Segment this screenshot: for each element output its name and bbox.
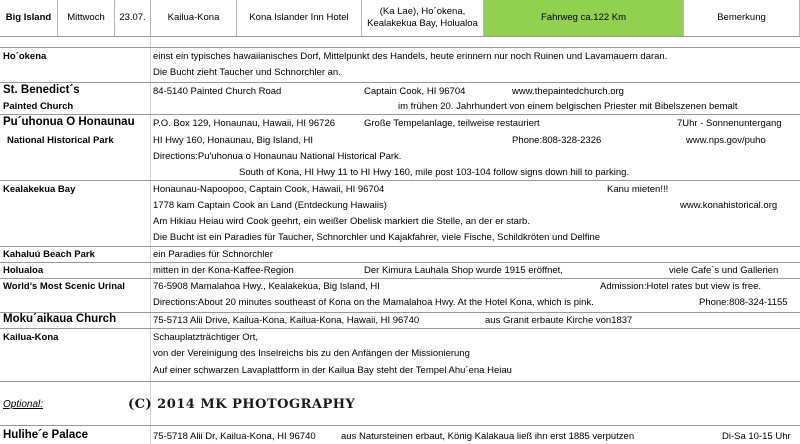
header-date: 23.07. xyxy=(115,0,151,37)
benedict-city: Captain Cook, HI 96704 xyxy=(364,86,466,97)
header-drive: Fahrweg ca.122 Km xyxy=(484,0,684,37)
puuhonua-phone: Phone:808-328-2326 xyxy=(512,135,602,146)
puuhonua-url[interactable]: www.nps.gov/puho xyxy=(686,135,766,146)
kailua-line2: von der Vereinigung des Inselreichs bis zu den Anfängen der Missionierung xyxy=(153,348,470,359)
hulihee-name: Hulihe´e Palace xyxy=(3,429,89,441)
header-area-line2: Kealakekua Bay, Holualoa xyxy=(367,18,478,29)
kailua-name: Kailua-Kona xyxy=(3,332,59,343)
kealakekua-url[interactable]: www.konahistorical.org xyxy=(680,200,778,211)
hulihee-desc: aus Natursteinen erbaut, König Kalakaua ließ ihn erst 1885 verputzen xyxy=(341,431,635,442)
kahaluu-desc: ein Paradies für Schnorchler xyxy=(153,249,273,260)
row-divider xyxy=(0,381,800,382)
kealakekua-line3: Am Hikiau Heiau wird Cook geehrt, ein weißer Obelisk markiert die Stelle, an der er starb. xyxy=(153,216,530,227)
mokuaikaua-name: Moku´aikaua Church xyxy=(3,313,117,325)
kealakekua-line4: Die Bucht ist ein Paradies für Taucher, Schnorchler und Kajakfahrer, viele Fische, Schildkröten und Delfine xyxy=(153,232,601,243)
row-divider xyxy=(0,262,800,263)
urinal-directions: Directions:About 20 minutes southeast of Kona on the Mamalahoa Hwy. At the Hotel Kona, which is pink. xyxy=(153,297,594,308)
urinal-admission: Admission:Hotel rates but view is free. xyxy=(600,281,762,292)
puuhonua-directions1: Directions:Pu'uhonua o Honaunau National Historical Park. xyxy=(153,151,402,162)
header-day: Mittwoch xyxy=(58,0,115,37)
row-divider xyxy=(0,328,800,329)
kailua-line1: Schauplatzträchtiger Ort, xyxy=(153,332,259,343)
kahaluu-name: Kahaluú Beach Park xyxy=(3,249,95,260)
header-area xyxy=(362,0,484,37)
hookena-line1: einst ein typisches hawaiianisches Dorf, Mittelpunkt des Handels, heute erinnern nur noch Ruinen und Lavamauern daran. xyxy=(153,51,668,62)
row-divider xyxy=(0,312,800,313)
header-area-line1: (Ka Lae), Ho´okena, xyxy=(379,6,466,17)
hulihee-address: 75-5718 Alii Dr, Kailua-Kona, HI 96740 xyxy=(153,431,316,442)
puuhonua-directions2: South of Kona, HI Hwy 11 to HI Hwy 160, mile post 103-104 follow signs down hill to parking. xyxy=(239,167,630,178)
kailua-line3: Auf einer schwarzen Lavaplattform in der Kailua Bay steht der Tempel Ahu´ena Heiau xyxy=(153,365,512,376)
kealakekua-kanu: Kanu mieten!!! xyxy=(607,184,669,195)
row-divider xyxy=(0,278,800,279)
kealakekua-line2: 1778 kam Captain Cook an Land (Entdeckung Hawaiis) xyxy=(153,200,387,211)
hookena-name: Ho´okena xyxy=(3,51,47,62)
row-divider xyxy=(0,47,800,48)
puuhonua-address2: HI Hwy 160, Honaunau, Big Island, HI xyxy=(153,135,314,146)
row-divider xyxy=(0,246,800,247)
header-remarks: Bemerkung xyxy=(684,0,800,37)
urinal-phone: Phone:808-324-1155 xyxy=(699,297,788,308)
kealakekua-name: Kealakekua Bay xyxy=(3,184,76,195)
puuhonua-desc: Große Tempelanlage, teilweise restauriert xyxy=(364,118,540,129)
holualoa-shop: Der Kimura Lauhala Shop wurde 1915 eröffnet, xyxy=(364,265,563,276)
urinal-name: World's Most Scenic Urinal xyxy=(3,281,125,292)
benedict-address: 84-5140 Painted Church Road xyxy=(153,86,282,97)
optional-label: Optional: xyxy=(3,399,44,410)
holualoa-cafes: viele Cafe´s und Gallerien xyxy=(669,265,779,276)
puuhonua-name: Pu´uhonua O Honaunau xyxy=(3,116,135,128)
row-divider xyxy=(0,114,800,115)
row-divider xyxy=(0,82,800,83)
mokuaikaua-desc: aus Granit erbaute Kirche von1837 xyxy=(485,315,633,326)
header-city: Kailua-Kona xyxy=(151,0,237,37)
row-divider xyxy=(0,425,800,426)
watermark: (C) 2014 MK PHOTOGRAPHY xyxy=(128,397,356,412)
row-divider xyxy=(0,180,800,181)
holualoa-desc: mitten in der Kona-Kaffee-Region xyxy=(153,265,294,276)
mokuaikaua-address: 75-5713 Alii Drive, Kailua-Kona, Kailua-Kona, Hawaii, HI 96740 xyxy=(153,315,420,326)
puuhonua-name2: National Historical Park xyxy=(7,135,114,146)
puuhonua-hours: 7Uhr - Sonnenuntergang xyxy=(677,118,782,129)
holualoa-name: Holualoa xyxy=(3,265,44,276)
header-region: Big Island xyxy=(0,0,58,37)
hookena-line2: Die Bucht zieht Taucher und Schnorchler an. xyxy=(153,67,341,78)
benedict-name: St. Benedict´s xyxy=(3,84,80,96)
header-hotel: Kona Islander Inn Hotel xyxy=(237,0,362,37)
puuhonua-address: P.O. Box 129, Honaunau, Hawaii, HI 96726 xyxy=(153,118,336,129)
benedict-url[interactable]: www.thepaintedchurch.org xyxy=(512,86,624,97)
benedict-name2: Painted Church xyxy=(3,101,74,112)
benedict-desc: im frühen 20. Jahrhundert von einem belgischen Priester mit Bibelszenen bemalt xyxy=(398,101,738,112)
hulihee-hours: Di-Sa 10-15 Uhr xyxy=(722,431,791,442)
kealakekua-address: Honaunau-Napoopoo, Captain Cook, Hawaii, HI 96704 xyxy=(153,184,385,195)
urinal-address: 76-5908 Mamalahoa Hwy., Kealakekua, Big Island, HI xyxy=(153,281,380,292)
column-divider xyxy=(150,37,151,444)
